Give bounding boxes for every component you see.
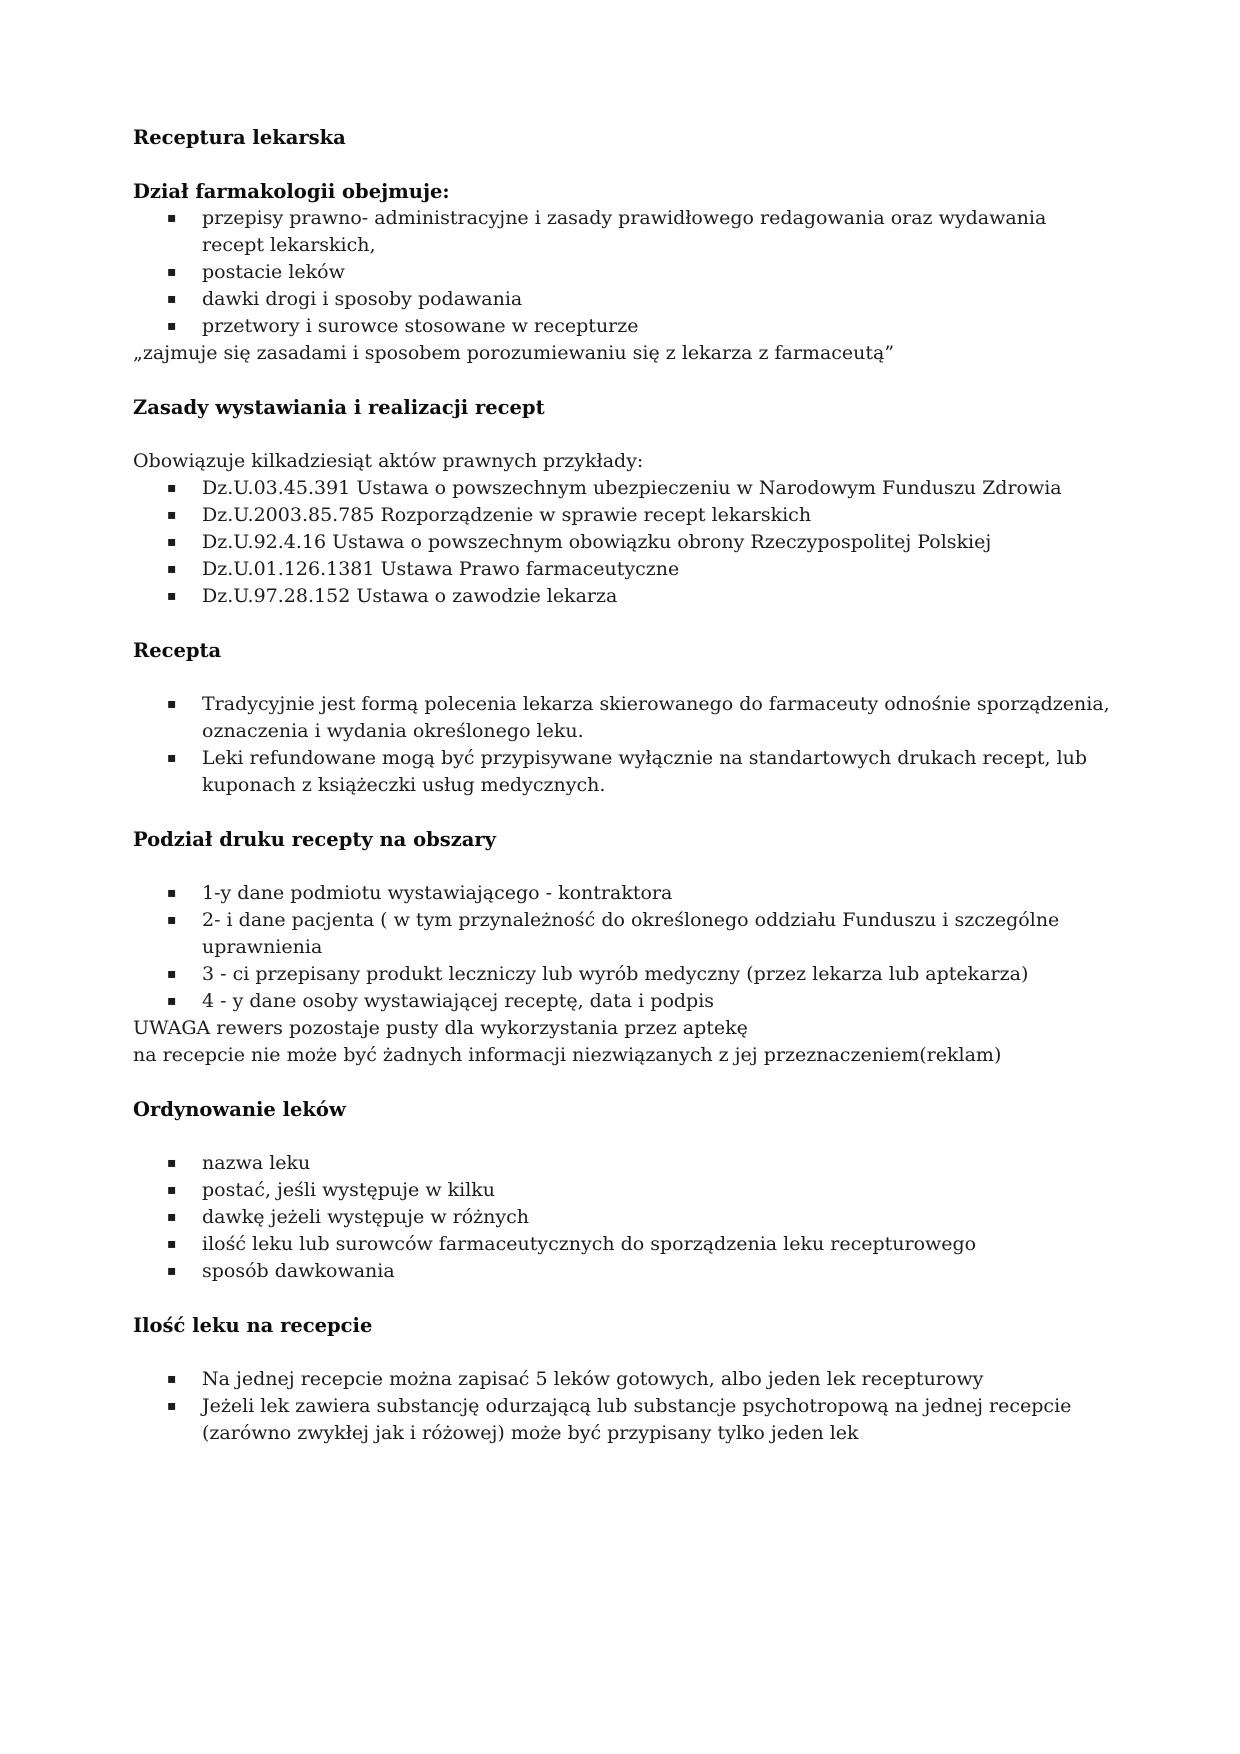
- bullet-icon: ▪: [167, 561, 177, 577]
- bullet-text: nazwa leku: [202, 1152, 311, 1174]
- bullet-icon: ▪: [167, 1209, 177, 1225]
- page-title: Receptura lekarska: [133, 126, 346, 149]
- bullet-item: [133, 529, 1114, 556]
- bullet-text: Leki refundowane mogą być przypisywane wyłącznie na standartowych drukach recept, lub kuponach z książeczki usług medycznych.: [202, 747, 1088, 796]
- section-heading-ilosc: Ilość leku na recepcie: [133, 1314, 373, 1337]
- bullet-text: Dz.U.97.28.152 Ustawa o zawodzie lekarza: [202, 585, 618, 607]
- bullet-item: [133, 880, 1114, 907]
- section-heading-recepta: Recepta: [133, 639, 222, 662]
- bullet-list-podzial: [133, 880, 1114, 1015]
- bullet-text: Dz.U.92.4.16 Ustawa o powszechnym obowiązku obrony Rzeczypospolitej Polskiej: [202, 531, 992, 553]
- bullet-icon: ▪: [167, 534, 177, 550]
- bullet-text: ilość leku lub surowców farmaceutycznych do sporządzenia leku recepturowego: [202, 1233, 977, 1255]
- bullet-icon: ▪: [167, 1182, 177, 1198]
- bullet-text: postacie leków: [202, 261, 345, 283]
- bullet-text: Na jednej recepcie można zapisać 5 leków gotowych, albo jeden lek recepturowy: [202, 1368, 984, 1390]
- bullet-list-zasady: [133, 475, 1114, 610]
- section-heading-podzial: Podział druku recepty na obszary: [133, 828, 497, 851]
- bullet-icon: ▪: [167, 696, 177, 712]
- bullet-item: [133, 961, 1114, 988]
- bullet-item: [133, 907, 1114, 961]
- bullet-item: [133, 583, 1114, 610]
- bullet-text: 2- i dane pacjenta ( w tym przynależność do określonego oddziału Funduszu i szczególne uprawnienia: [202, 909, 1060, 958]
- bullet-text: przepisy prawno- administracyjne i zasady prawidłowego redagowania oraz wydawania recept lekarskich,: [202, 207, 1047, 256]
- bullet-text: Jeżeli lek zawiera substancję odurzającą lub substancje psychotropową na jednej recepcie (zarówno zwykłej jak i różowej) może być przypisany tylko jeden lek: [202, 1395, 1072, 1444]
- bullet-icon: ▪: [167, 993, 177, 1009]
- bullet-item: [133, 1177, 1114, 1204]
- paragraph-intro-zasady: Obowiązuje kilkadziesiąt aktów prawnych przykłady:: [133, 450, 644, 472]
- bullet-item: [133, 1393, 1114, 1447]
- section-heading-zasady: Zasady wystawiania i realizacji recept: [133, 396, 545, 419]
- bullet-icon: ▪: [167, 912, 177, 928]
- bullet-item: [133, 313, 1114, 340]
- bullet-icon: ▪: [167, 885, 177, 901]
- bullet-text: 4 - y dane osoby wystawiającej receptę, data i podpis: [202, 990, 715, 1012]
- bullet-item: [133, 502, 1114, 529]
- bullet-text: Tradycyjnie jest formą polecenia lekarza skierowanego do farmaceuty odnośnie sporządzenia, oznaczenia i wydania określonego leku.: [202, 693, 1110, 742]
- bullet-item: [133, 475, 1114, 502]
- bullet-icon: ▪: [167, 1371, 177, 1387]
- section-heading-dzial-farmakologii: Dział farmakologii obejmuje:: [133, 180, 450, 203]
- bullet-item: [133, 259, 1114, 286]
- bullet-icon: ▪: [167, 210, 177, 226]
- bullet-text: Dz.U.2003.85.785 Rozporządzenie w sprawie recept lekarskich: [202, 504, 812, 526]
- paragraph-na-recepcie: na recepcie nie może być żadnych informacji niezwiązanych z jej przeznaczeniem(reklam): [133, 1044, 1002, 1066]
- bullet-text: Dz.U.03.45.391 Ustawa o powszechnym ubezpieczeniu w Narodowym Funduszu Zdrowia: [202, 477, 1062, 499]
- bullet-item: [133, 1258, 1114, 1285]
- bullet-icon: ▪: [167, 507, 177, 523]
- bullet-item: [133, 988, 1114, 1015]
- bullet-item: [133, 205, 1114, 259]
- bullet-icon: ▪: [167, 1155, 177, 1171]
- bullet-icon: ▪: [167, 291, 177, 307]
- bullet-text: Dz.U.01.126.1381 Ustawa Prawo farmaceutyczne: [202, 558, 680, 580]
- bullet-item: [133, 1150, 1114, 1177]
- bullet-item: [133, 1366, 1114, 1393]
- section-heading-ordynowanie: Ordynowanie leków: [133, 1098, 346, 1121]
- bullet-text: dawkę jeżeli występuje w różnych: [202, 1206, 530, 1228]
- bullet-icon: ▪: [167, 480, 177, 496]
- bullet-icon: ▪: [167, 318, 177, 334]
- bullet-icon: ▪: [167, 966, 177, 982]
- bullet-item: [133, 556, 1114, 583]
- bullet-text: przetwory i surowce stosowane w recepturze: [202, 315, 639, 337]
- bullet-text: postać, jeśli występuje w kilku: [202, 1179, 496, 1201]
- bullet-item: [133, 691, 1114, 745]
- bullet-text: sposób dawkowania: [202, 1260, 395, 1282]
- bullet-icon: ▪: [167, 750, 177, 766]
- bullet-list-ilosc: [133, 1366, 1114, 1447]
- bullet-item: [133, 1204, 1114, 1231]
- bullet-list-dzial-farmakologii: [133, 205, 1114, 340]
- bullet-item: [133, 1231, 1114, 1258]
- bullet-icon: ▪: [167, 1236, 177, 1252]
- bullet-icon: ▪: [167, 1263, 177, 1279]
- bullet-item: [133, 745, 1114, 799]
- bullet-text: 1-y dane podmiotu wystawiającego - kontraktora: [202, 882, 673, 904]
- bullet-icon: ▪: [167, 588, 177, 604]
- bullet-item: [133, 286, 1114, 313]
- bullet-icon: ▪: [167, 264, 177, 280]
- bullet-text: dawki drogi i sposoby podawania: [202, 288, 523, 310]
- bullet-icon: ▪: [167, 1398, 177, 1414]
- bullet-text: 3 - ci przepisany produkt leczniczy lub wyrób medyczny (przez lekarza lub aptekarza): [202, 963, 1029, 985]
- paragraph-uwaga: UWAGA rewers pozostaje pusty dla wykorzystania przez aptekę: [133, 1017, 748, 1039]
- bullet-list-ordynowanie: [133, 1150, 1114, 1285]
- bullet-list-recepta: [133, 691, 1114, 799]
- paragraph-quote: „zajmuje się zasadami i sposobem porozumiewaniu się z lekarza z farmaceutą”: [133, 342, 895, 364]
